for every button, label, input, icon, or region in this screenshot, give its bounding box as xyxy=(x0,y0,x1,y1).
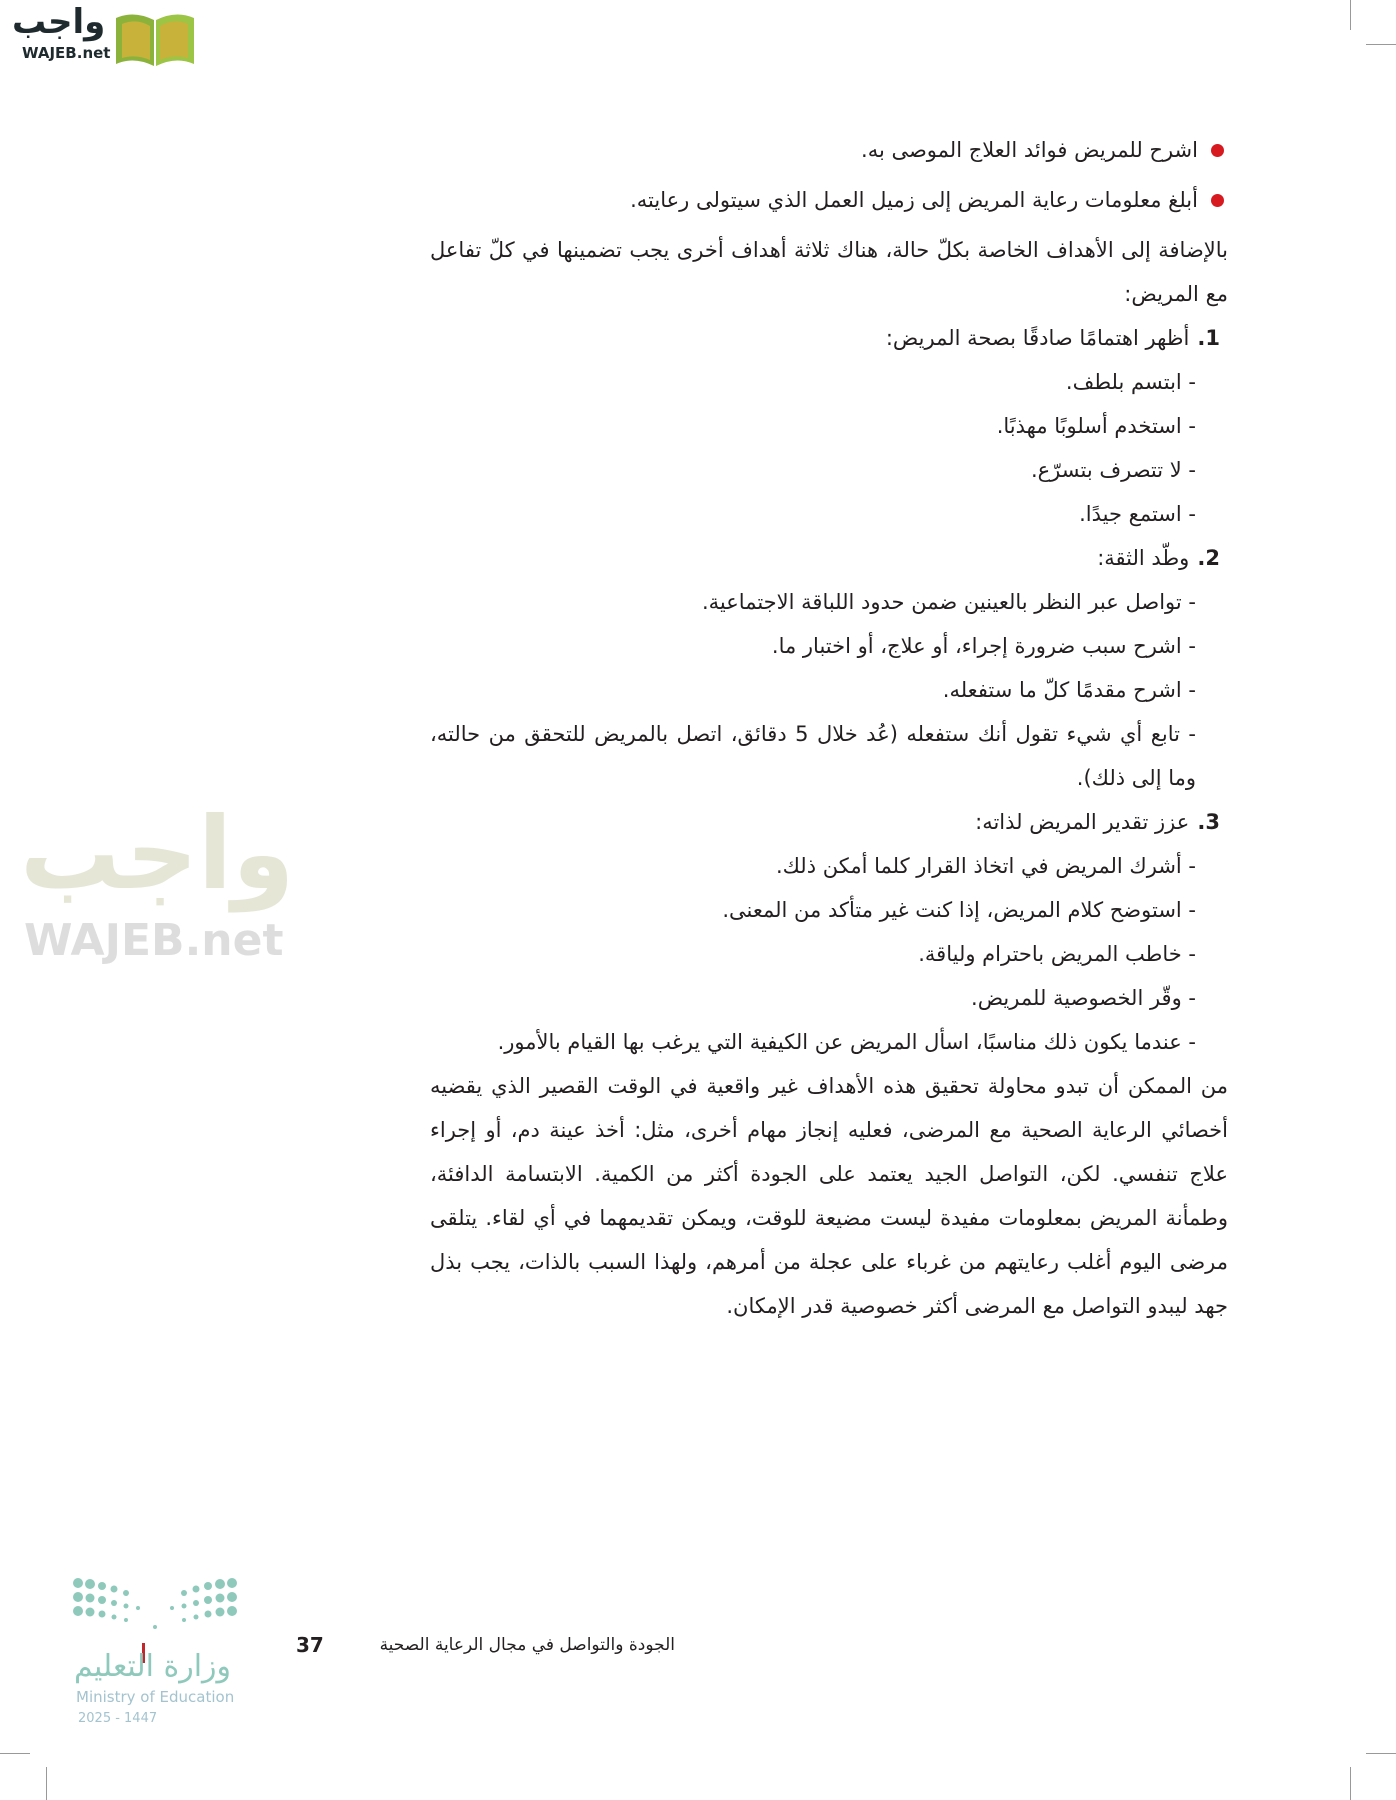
bullet-text: أبلغ معلومات رعاية المريض إلى زميل العمل الذي سيتولى رعايته. xyxy=(630,188,1198,212)
goal-item: - خاطب المريض باحترام ولياقة. xyxy=(918,942,1196,966)
goal-item: - تابع أي شيء تقول أنك ستفعله (عُد خلال 5 دقائق، اتصل بالمريض للتحقق من حالته، وما إلى ذلك). xyxy=(430,722,1196,790)
ministry-english: Ministry of Education xyxy=(76,1688,235,1706)
goal-item: - اشرح مقدمًا كلّ ما ستفعله. xyxy=(942,678,1196,702)
goal-number: 1. xyxy=(1197,326,1220,350)
goal-item: - ابتسم بلطف. xyxy=(1065,370,1196,394)
ministry-logo xyxy=(70,1575,250,1726)
bullet-dot-icon xyxy=(1211,144,1224,157)
goal-item: - اشرح سبب ضرورة إجراء، أو علاج، أو اختبار ما. xyxy=(771,634,1196,658)
ministry-year: 2025 - 1447 xyxy=(78,1711,158,1726)
page-content xyxy=(430,128,1228,1328)
crop-mark xyxy=(1366,1753,1396,1754)
goal-title: عزز تقدير المريض لذاته: xyxy=(975,810,1190,834)
bullet-dot-icon xyxy=(1211,194,1224,207)
intro-paragraph: بالإضافة إلى الأهداف الخاصة بكلّ حالة، هناك ثلاثة أهداف أخرى يجب تضمينها في كلّ تفاعل مع المريض: xyxy=(430,238,1228,306)
watermark xyxy=(20,795,420,985)
watermark-arabic: واجب xyxy=(20,795,295,912)
wajeb-logo[interactable] xyxy=(10,2,190,66)
goal-title: وطّد الثقة: xyxy=(1097,546,1190,570)
goal-number: 3. xyxy=(1197,810,1220,834)
crop-mark xyxy=(0,1753,30,1754)
bullet-item xyxy=(430,178,1228,222)
bullet-item xyxy=(430,128,1228,172)
goal-item: - تواصل عبر النظر بالعينين ضمن حدود اللباقة الاجتماعية. xyxy=(702,590,1196,614)
goal-heading xyxy=(430,316,1228,360)
ministry-arabic: وزارة التعليم xyxy=(74,1649,232,1684)
crop-mark xyxy=(1350,0,1351,30)
goal-number: 2. xyxy=(1197,546,1220,570)
book-icon xyxy=(114,10,196,68)
goal-item: - استمع جيدًا. xyxy=(1079,502,1196,526)
page-number: 37 xyxy=(296,1633,324,1657)
footer-title: الجودة والتواصل في مجال الرعاية الصحية xyxy=(379,1635,675,1655)
crop-mark xyxy=(1366,44,1396,45)
goal-heading xyxy=(430,536,1228,580)
goal-item: - وقّر الخصوصية للمريض. xyxy=(971,986,1196,1010)
crop-mark xyxy=(1350,1767,1351,1800)
goal-item: - أشرك المريض في اتخاذ القرار كلما أمكن ذلك. xyxy=(775,854,1196,878)
watermark-english: WAJEB.net xyxy=(24,915,284,966)
logo-arabic: واجب xyxy=(12,2,106,42)
closing-paragraph: من الممكن أن تبدو محاولة تحقيق هذه الأهداف غير واقعية في الوقت القصير الذي يقضيه أخصائي الرعاية الصحية مع المرضى، فعليه إنجاز مهام أخرى، مثل: أخذ عينة دم، أو إجراء علاج تنفسي. لكن، التواصل الجيد يعتمد على الجودة أكثر من الكمية. الابتسامة الدافئة، وطمأنة المريض بمعلومات مفيدة ليست مضيعة للوقت، ويمكن تقديمهما في أي لقاء. يتلقى مرضى اليوم أغلب رعايتهم من غرباء على عجلة من أمرهم، ولهذا السبب بالذات، يجب بذل جهد ليبدو التواصل مع المرضى أكثر خصوصية قدر الإمكان. xyxy=(430,1074,1228,1318)
goal-heading xyxy=(430,800,1228,844)
goal-item: - لا تتصرف بتسرّع. xyxy=(1030,458,1196,482)
goal-title: أظهر اهتمامًا صادقًا بصحة المريض: xyxy=(885,326,1190,350)
crop-mark xyxy=(46,1767,47,1800)
bullet-text: اشرح للمريض فوائد العلاج الموصى به. xyxy=(861,138,1198,162)
goal-item: - عندما يكون ذلك مناسبًا، اسأل المريض عن الكيفية التي يرغب بها القيام بالأمور. xyxy=(497,1030,1196,1054)
goal-item: - استوضح كلام المريض، إذا كنت غير متأكد من المعنى. xyxy=(722,898,1196,922)
ministry-dots-icon xyxy=(70,1575,240,1635)
logo-english: WAJEB.net xyxy=(22,44,111,62)
goal-item: - استخدم أسلوبًا مهذبًا. xyxy=(996,414,1196,438)
